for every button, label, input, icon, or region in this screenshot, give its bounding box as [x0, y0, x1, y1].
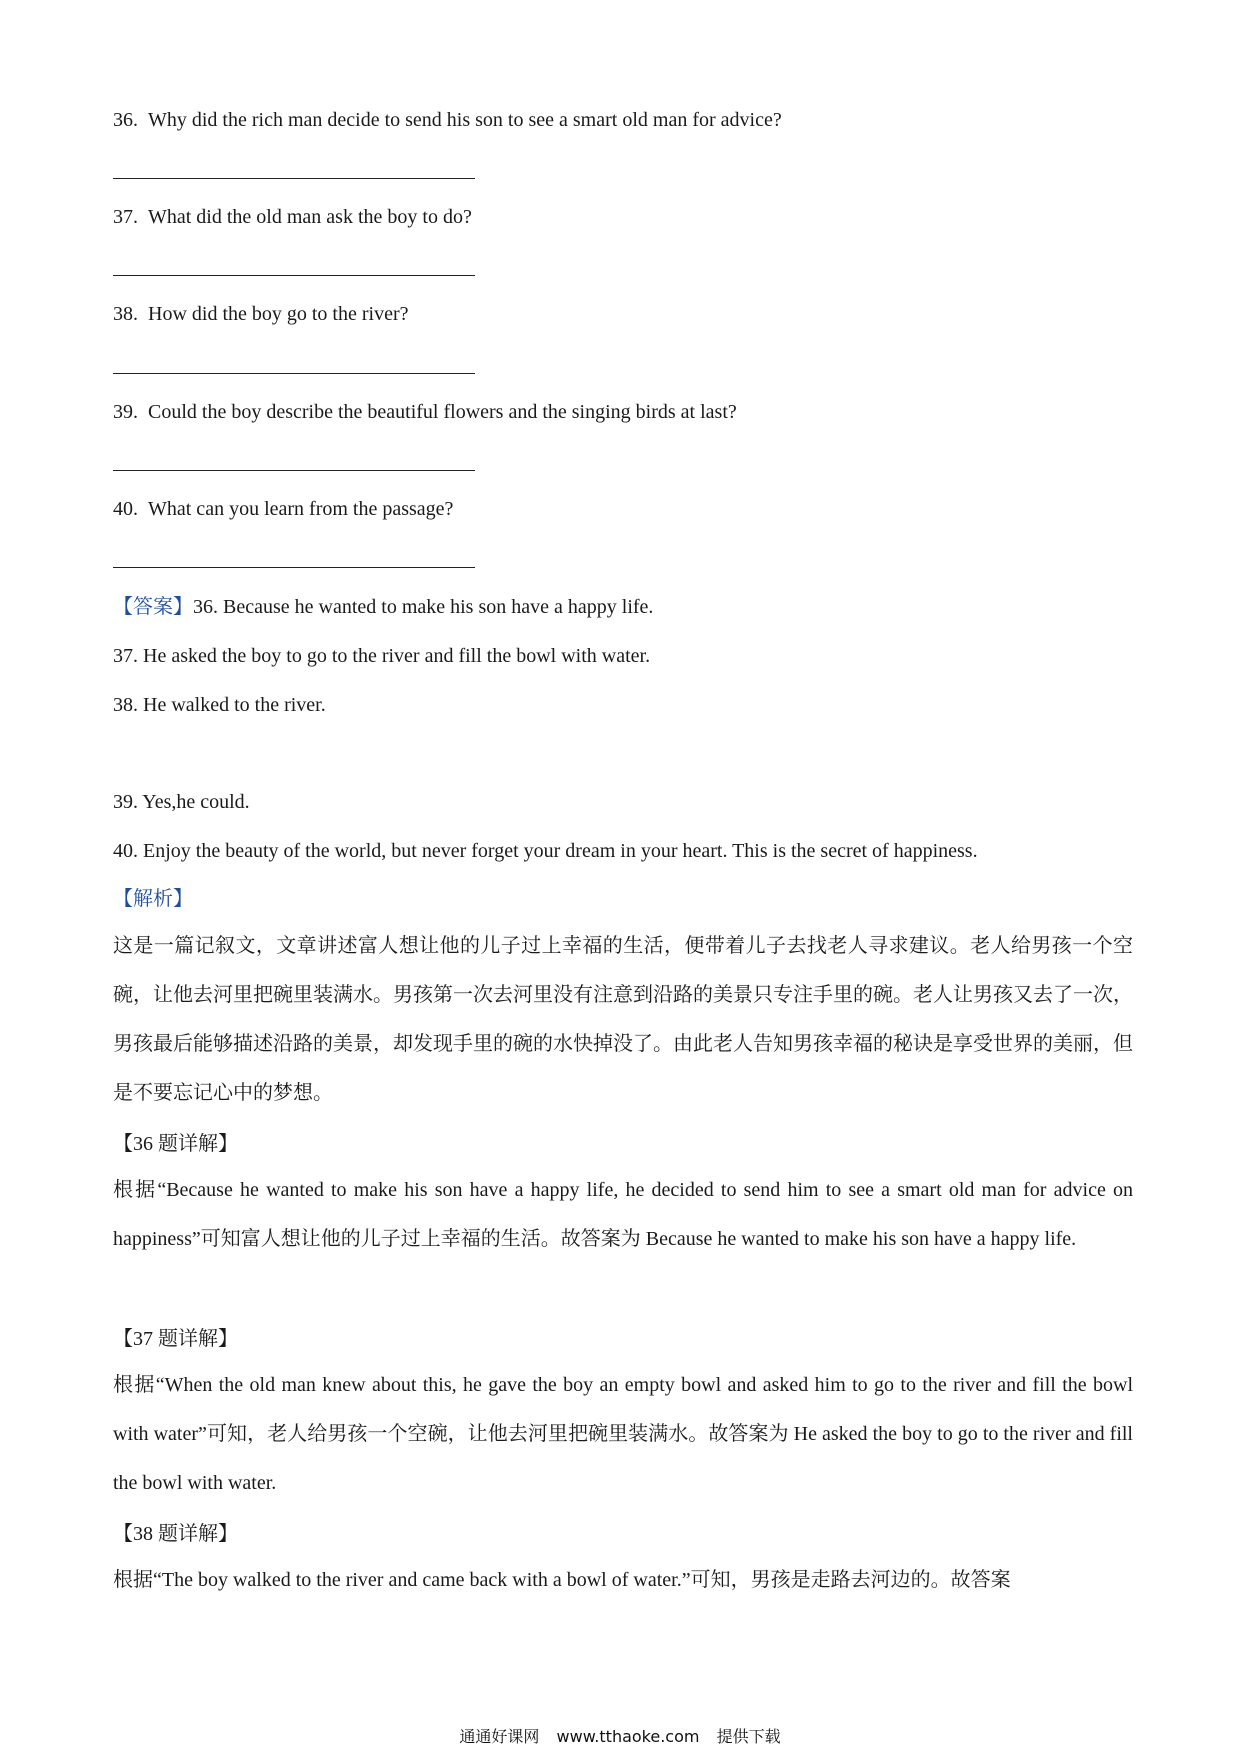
answer-39: 39. Yes,he could. — [113, 791, 250, 813]
answer-36 — [113, 594, 1133, 620]
answer-blank — [113, 470, 475, 471]
detail-37-text: 根据“When the old man knew about this, he gave the boy an empty bowl and asked him to go to the river and fill the bowl with water”可知，老人给男孩一个空碗，让他去河里把碗里装满水。故答案为 He asked the boy to go to the river and fill the bowl with water. — [113, 1374, 1133, 1494]
detail-38-heading: 【38 题详解】 — [113, 1523, 238, 1545]
question-number: 37. — [113, 206, 138, 228]
answer-blank — [113, 178, 475, 179]
question-text: What can you learn from the passage? — [148, 498, 454, 520]
footer-site-name: 通通好课网 — [459, 1727, 540, 1746]
answer-40: 40. Enjoy the beauty of the world, but never forget your dream in your heart. This is the secret of happiness. — [113, 840, 978, 862]
question-39 — [113, 399, 1133, 425]
question-number: 36. — [113, 109, 138, 131]
question-number: 40. — [113, 498, 138, 520]
footer-url[interactable]: www.tthaoke.com — [556, 1727, 700, 1746]
answer-blank — [113, 373, 475, 374]
answer-text: 36. Because he wanted to make his son have a happy life. — [193, 596, 654, 618]
question-text: What did the old man ask the boy to do? — [148, 206, 472, 228]
question-text: Why did the rich man decide to send his son to see a smart old man for advice? — [148, 109, 782, 131]
answer-38: 38. He walked to the river. — [113, 694, 326, 716]
analysis-text: 这是一篇记叙文，文章讲述富人想让他的儿子过上幸福的生活，便带着儿子去找老人寻求建议。老人给男孩一个空碗，让他去河里把碗里装满水。男孩第一次去河里没有注意到沿路的美景只专注手里的碗。老人让男孩又去了一次，男孩最后能够描述沿路的美景，却发现手里的碗的水快掉没了。由此老人告知男孩幸福的秘诀是享受世界的美丽，但是不要忘记心中的梦想。 — [113, 935, 1133, 1104]
answer-37: 37. He asked the boy to go to the river and fill the bowl with water. — [113, 645, 651, 667]
answer-label: 【答案】 — [113, 596, 193, 618]
question-number: 39. — [113, 401, 138, 423]
question-number: 38. — [113, 303, 138, 325]
question-36 — [113, 107, 1133, 133]
question-38 — [113, 301, 1133, 327]
footer-suffix: 提供下载 — [716, 1727, 781, 1746]
detail-36-text: 根据“Because he wanted to make his son have a happy life, he decided to send him to see a smart old man for advice on happiness”可知富人想让他的儿子过上幸福的生活。故答案为 Because he wanted to make his son have a happy life. — [113, 1179, 1133, 1250]
detail-38-text: 根据“The boy walked to the river and came back with a bowl of water.”可知，男孩是走路去河边的。故答案 — [113, 1569, 1011, 1591]
answer-blank — [113, 275, 475, 276]
analysis-label: 【解析】 — [113, 888, 193, 910]
question-40 — [113, 496, 1133, 522]
page-footer — [0, 1727, 1240, 1747]
detail-37-heading: 【37 题详解】 — [113, 1328, 238, 1350]
question-text: How did the boy go to the river? — [148, 303, 409, 325]
detail-36-heading: 【36 题详解】 — [113, 1133, 238, 1155]
question-37 — [113, 204, 1133, 230]
answer-blank — [113, 567, 475, 568]
question-text: Could the boy describe the beautiful flowers and the singing birds at last? — [148, 401, 737, 423]
